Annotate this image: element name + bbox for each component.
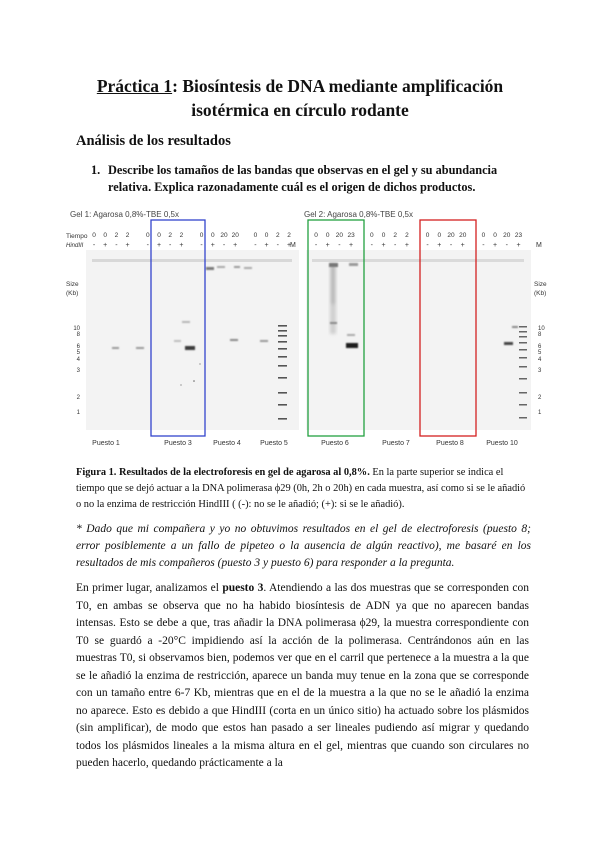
gel1-hind-label: HindIII: [66, 243, 84, 249]
lane-time-label: 0: [437, 232, 442, 239]
lane-enzyme-label: -: [370, 242, 373, 249]
gel1-puesto-labels: [92, 440, 288, 447]
lane-enzyme-label: +: [125, 242, 130, 249]
size-marker-label: 3: [76, 368, 80, 374]
gel2-marker-label: M: [536, 242, 542, 249]
lane-enzyme-label: -: [505, 242, 508, 249]
lane-enzyme-label: +: [179, 242, 184, 249]
size-label-left-line1: Size: [66, 281, 79, 288]
caption-text: En la parte superior se indica el tiempo que se dejó actuar a la DNA polimerasa ϕ29 (0h, 2h o 20h) en cada muestra, así como si se le añadió o no la enzima de restricción HindIII ( (-): no se le añadió; (+): si se le añadió).: [76, 467, 526, 510]
gel2-time-row: [314, 232, 522, 239]
lane-time-label: 0: [314, 232, 318, 239]
size-marker-label: 3: [538, 368, 542, 374]
gel1-marker-label: M: [290, 242, 296, 249]
gel1-time-row: [92, 232, 291, 239]
lane-enzyme-label: +: [349, 242, 354, 249]
gel2-enzyme-row: [315, 242, 521, 249]
gel1-title: Gel 1: Agarosa 0,8%-TBE 0,5x: [70, 210, 179, 219]
lane-enzyme-label: -: [482, 242, 485, 249]
lane-enzyme-label: -: [146, 242, 149, 249]
lane-time-label: 0: [157, 232, 161, 239]
lane-enzyme-label: +: [437, 242, 442, 249]
gel-figure: [64, 206, 554, 454]
puesto-label: Puesto 5: [260, 440, 288, 447]
size-markers-right: [538, 326, 545, 416]
figure-caption: [76, 465, 531, 513]
lane-time-label: 2: [114, 232, 119, 239]
lane-enzyme-label: -: [426, 242, 429, 249]
lane-time-label: 0: [145, 232, 150, 239]
puesto-label: Puesto 7: [382, 440, 410, 447]
lane-enzyme-label: -: [254, 242, 257, 249]
size-marker-label: 6: [538, 344, 542, 350]
lane-time-label: 0: [264, 232, 269, 239]
lane-time-label: 20: [220, 232, 228, 239]
lane-time-label: 2: [287, 232, 291, 239]
lane-enzyme-label: -: [338, 242, 341, 249]
title-line2: isotérmica en círculo rodante: [191, 100, 409, 120]
size-label-right-line2: (Kb): [534, 290, 547, 297]
lane-time-label: 2: [405, 232, 409, 239]
lane-time-label: 0: [210, 232, 215, 239]
size-marker-label: 1: [538, 410, 542, 416]
lane-time-label: 2: [393, 232, 398, 239]
size-marker-label: 8: [538, 332, 542, 338]
lane-enzyme-label: +: [264, 242, 269, 249]
lane-time-label: 0: [199, 232, 204, 239]
puesto-label: Puesto 6: [321, 440, 349, 447]
lane-enzyme-label: -: [169, 242, 172, 249]
paragraph-part2: . Atendiendo a las dos muestras que se corresponden con T0, en ambas se observa que no ha habido biosíntesis de ADN ya que no aparecen bandas intensas. Esto se debe a que, tras añadir la DNA polimerasa ϕ29, la muestra correspondiente con T0 se guardó a -20°C impidiendo así la acción de la polimerasa. Centrándonos aún en las muestras T0, si observamos bien, podemos ver que en el carril que pertenece a la muestra a la que se le añadió la enzima de restricción, aparece un banda muy tenue en la zona que se corresponde con un tamaño entre 6-7 Kb, mientras que en el de la muestra a la que no se le añadió la enzima no aparece. Esto es debido a que HindIII (corta en un único sitio) ha actuado sobre los plásmidos (sin amplificar), de modo que estos han pasado a ser lineales pudiendo así migrar y quedando todos los plásmidos lineales a la misma altura en el gel, mientras que cuando son circulares no pueden hacerlo, quedando prácticamente a la: [76, 582, 529, 769]
paragraph-part1: En primer lugar, analizamos el: [76, 582, 223, 594]
size-marker-label: 10: [538, 326, 545, 332]
page-title: [60, 74, 540, 122]
gel2-title: Gel 2: Agarosa 0,8%-TBE 0,5x: [304, 210, 413, 219]
size-marker-label: 1: [76, 410, 80, 416]
puesto-label: Puesto 1: [92, 440, 120, 447]
lane-time-label: 20: [231, 232, 239, 239]
question-number: 1.: [91, 163, 101, 177]
lane-time-label: 2: [179, 232, 184, 239]
question-text: Describe los tamaños de las bandas que observas en el gel y su abundancia relativa. Explica razonadamente cuál es el origen de dichos productos.: [108, 163, 498, 194]
lane-enzyme-label: -: [222, 242, 226, 249]
lane-enzyme-label: +: [460, 242, 465, 249]
lane-enzyme-label: +: [516, 242, 521, 249]
caption-label: Figura 1. Resultados de la electroforesis en gel de agarosa al 0,8%.: [76, 467, 370, 478]
lane-time-label: 0: [425, 232, 430, 239]
title-practice-label: Práctica 1: [96, 76, 173, 96]
lane-enzyme-label: +: [103, 242, 108, 249]
lane-time-label: 20: [503, 232, 511, 239]
lane-enzyme-label: +: [210, 242, 215, 249]
size-label-right-line1: Size: [534, 281, 547, 288]
lane-enzyme-label: +: [156, 242, 162, 249]
size-marker-label: 4: [538, 357, 542, 363]
lane-enzyme-label: -: [200, 242, 203, 249]
gel2-puesto-labels: [321, 440, 518, 447]
lane-enzyme-label: +: [286, 242, 292, 249]
lane-time-label: 20: [335, 232, 344, 239]
puesto-label: Puesto 8: [436, 440, 464, 447]
lane-enzyme-label: +: [381, 242, 386, 249]
lane-enzyme-label: +: [233, 242, 238, 249]
lane-enzyme-label: -: [276, 242, 279, 249]
gel1-wells: [92, 259, 292, 262]
gel1-enzyme-row: [93, 242, 291, 249]
paragraph-bold: puesto 3: [222, 582, 264, 594]
lane-time-label: 20: [447, 232, 455, 239]
lane-time-label: 20: [459, 232, 467, 239]
lane-time-label: 0: [369, 232, 374, 239]
puesto-label: Puesto 3: [164, 440, 192, 447]
lane-time-label: 0: [493, 232, 497, 239]
lane-time-label: 0: [92, 232, 96, 239]
puesto-label: Puesto 10: [486, 440, 518, 447]
section-heading: Análisis de los resultados: [76, 133, 231, 149]
lane-enzyme-label: -: [314, 242, 318, 249]
question-block: [91, 162, 531, 196]
lane-time-label: 0: [381, 232, 386, 239]
lane-time-label: 23: [347, 232, 355, 239]
lane-time-label: 0: [253, 232, 258, 239]
size-marker-label: 8: [76, 332, 80, 338]
size-marker-label: 6: [76, 344, 80, 350]
puesto-label: Puesto 4: [213, 440, 241, 447]
size-marker-label: 5: [76, 350, 80, 356]
lane-enzyme-label: -: [92, 242, 96, 249]
lane-time-label: 2: [275, 232, 280, 239]
title-line1: : Biosíntesis de DNA mediante amplificación: [172, 76, 504, 96]
gel1-time-label: Tiempo: [66, 233, 88, 240]
lane-time-label: 2: [125, 232, 130, 239]
lane-enzyme-label: +: [493, 242, 498, 249]
lane-time-label: 2: [168, 232, 173, 239]
lane-enzyme-label: -: [449, 242, 453, 249]
size-label-left-line2: (Kb): [66, 290, 79, 297]
size-marker-label: 5: [538, 350, 542, 356]
analysis-paragraph: [76, 580, 529, 773]
size-markers-left: [73, 326, 80, 416]
lane-time-label: 0: [325, 232, 330, 239]
size-marker-label: 2: [538, 395, 542, 401]
gel2-image: [306, 250, 531, 430]
lane-enzyme-label: +: [325, 242, 330, 249]
lane-time-label: 0: [103, 232, 108, 239]
lane-enzyme-label: -: [115, 242, 118, 249]
gel2-wells: [312, 259, 524, 262]
lane-time-label: 0: [481, 232, 486, 239]
lane-time-label: 23: [514, 232, 523, 239]
lane-enzyme-label: -: [394, 242, 397, 249]
note-paragraph: * Dado que mi compañera y yo no obtuvimos resultados en el gel de electroforesis (puesto 8; error posiblemente a un fallo de pipeteo o la ausencia de algún reactivo), me basaré en los resultados de mis compañeros (puesto 3 y puesto 6) para responder a la pregunta.: [76, 523, 531, 569]
size-marker-label: 10: [73, 326, 80, 332]
size-marker-label: 4: [76, 357, 80, 363]
size-marker-label: 2: [76, 395, 80, 401]
lane-enzyme-label: +: [404, 242, 409, 249]
